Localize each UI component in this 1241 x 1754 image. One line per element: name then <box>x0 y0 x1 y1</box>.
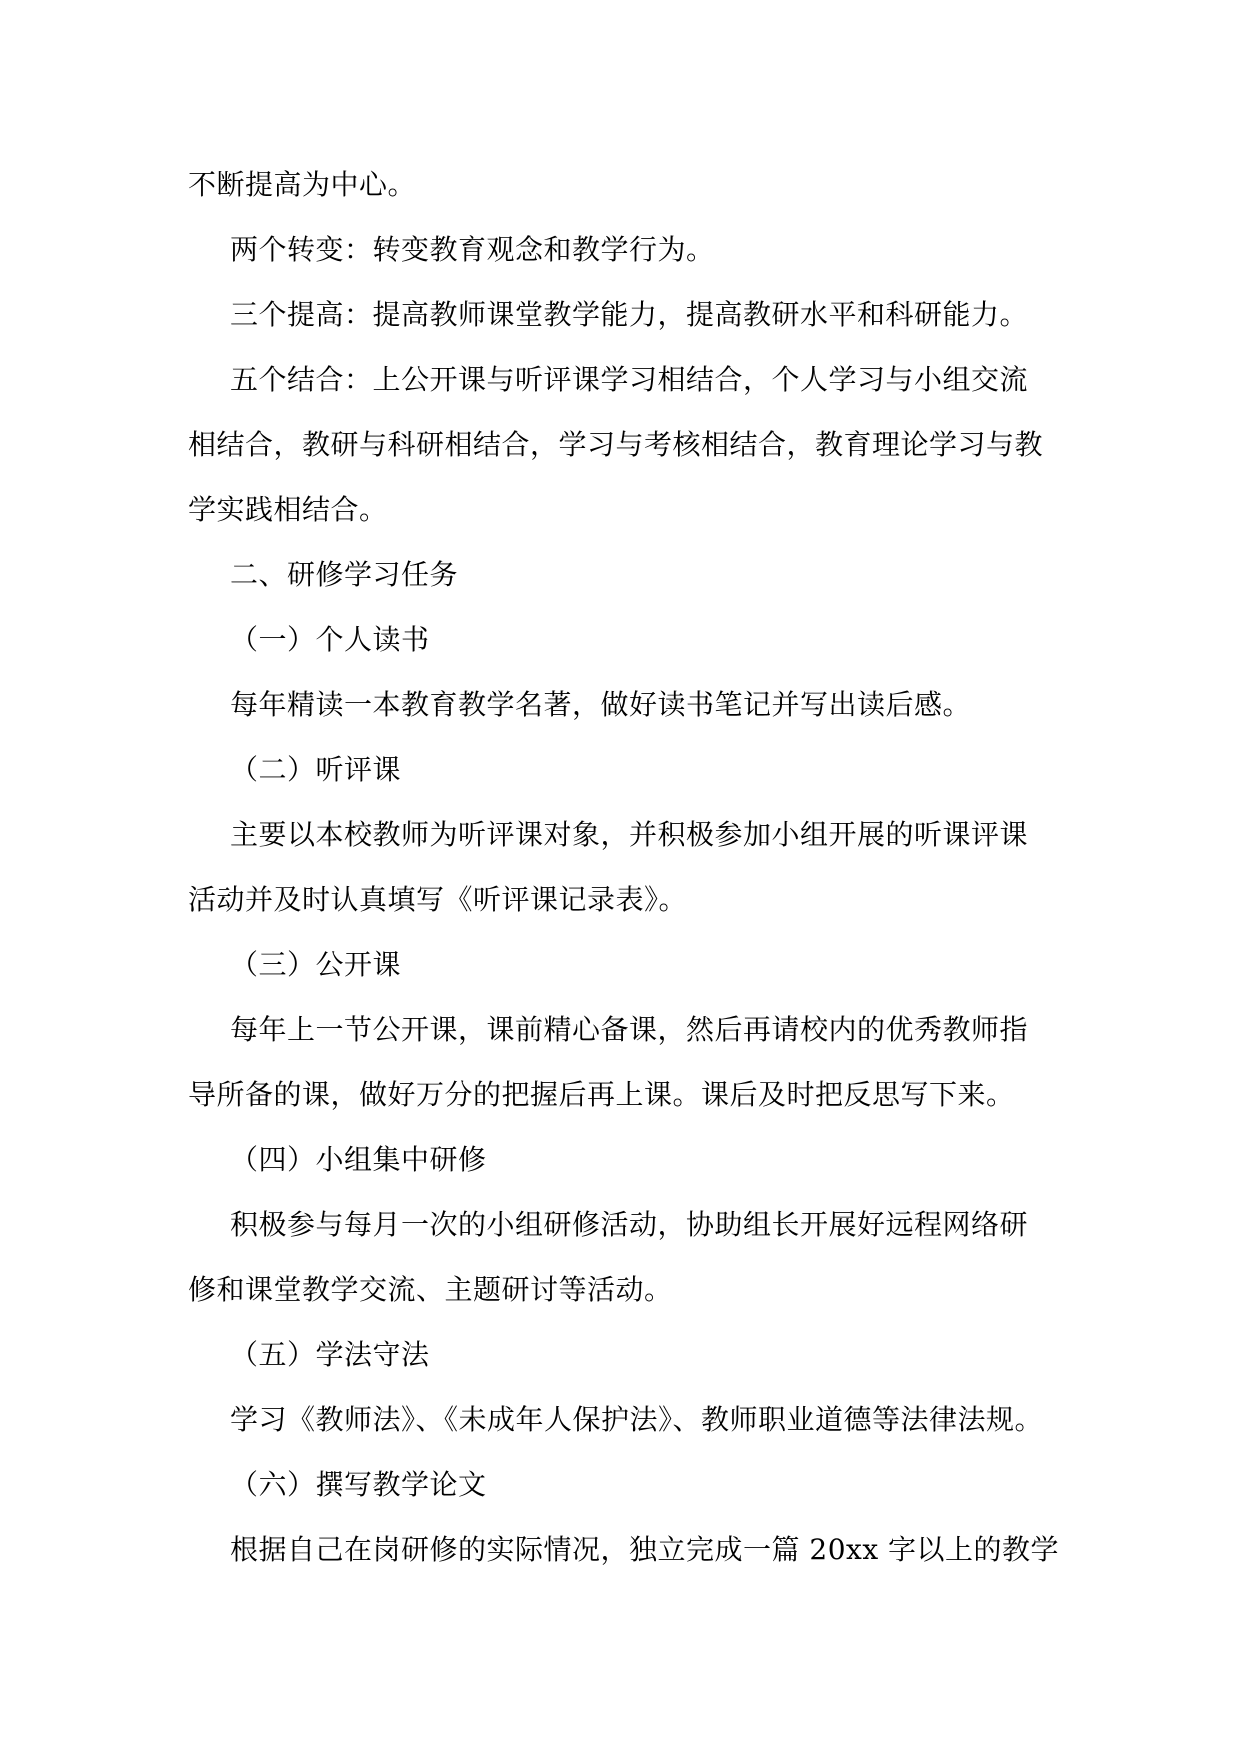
paragraph-line: 每年精读一本教育教学名著，做好读书笔记并写出读后感。 <box>230 688 972 721</box>
subsection-heading: （四）小组集中研修 <box>230 1143 487 1176</box>
paragraph-line: 五个结合：上公开课与听评课学习相结合，个人学习与小组交流 <box>230 363 1029 396</box>
subsection-heading: （五）学法守法 <box>230 1338 430 1371</box>
paragraph-line: 积极参与每月一次的小组研修活动，协助组长开展好远程网络研 <box>230 1208 1029 1241</box>
document-body <box>188 152 1068 1582</box>
paragraph-line: 不断提高为中心。 <box>188 168 417 201</box>
paragraph-line: 活动并及时认真填写《听评课记录表》。 <box>188 883 688 916</box>
paragraph-line: 导所备的课，做好万分的把握后再上课。课后及时把反思写下来。 <box>188 1078 1015 1111</box>
paragraph-line: 根据自己在岗研修的实际情况，独立完成一篇 20xx 字以上的教学 <box>230 1533 1060 1566</box>
paragraph-line: 每年上一节公开课，课前精心备课，然后再请校内的优秀教师指 <box>230 1013 1029 1046</box>
section-heading: 二、研修学习任务 <box>230 558 459 591</box>
paragraph-line: 三个提高：提高教师课堂教学能力，提高教研水平和科研能力。 <box>230 298 1029 331</box>
paragraph-line: 修和课堂教学交流、主题研讨等活动。 <box>188 1273 673 1306</box>
paragraph-line: 学实践相结合。 <box>188 493 388 526</box>
paragraph-line: 主要以本校教师为听评课对象，并积极参加小组开展的听课评课 <box>230 818 1029 851</box>
subsection-heading: （三）公开课 <box>230 948 402 981</box>
subsection-heading: （一）个人读书 <box>230 623 430 656</box>
paragraph-line: 两个转变：转变教育观念和教学行为。 <box>230 233 715 266</box>
paragraph-line: 相结合，教研与科研相结合，学习与考核相结合，教育理论学习与教 <box>188 428 1044 461</box>
paragraph-line: 学习《教师法》、《未成年人保护法》、教师职业道德等法律法规。 <box>230 1403 1044 1436</box>
subsection-heading: （二）听评课 <box>230 753 402 786</box>
subsection-heading: （六）撰写教学论文 <box>230 1468 487 1501</box>
